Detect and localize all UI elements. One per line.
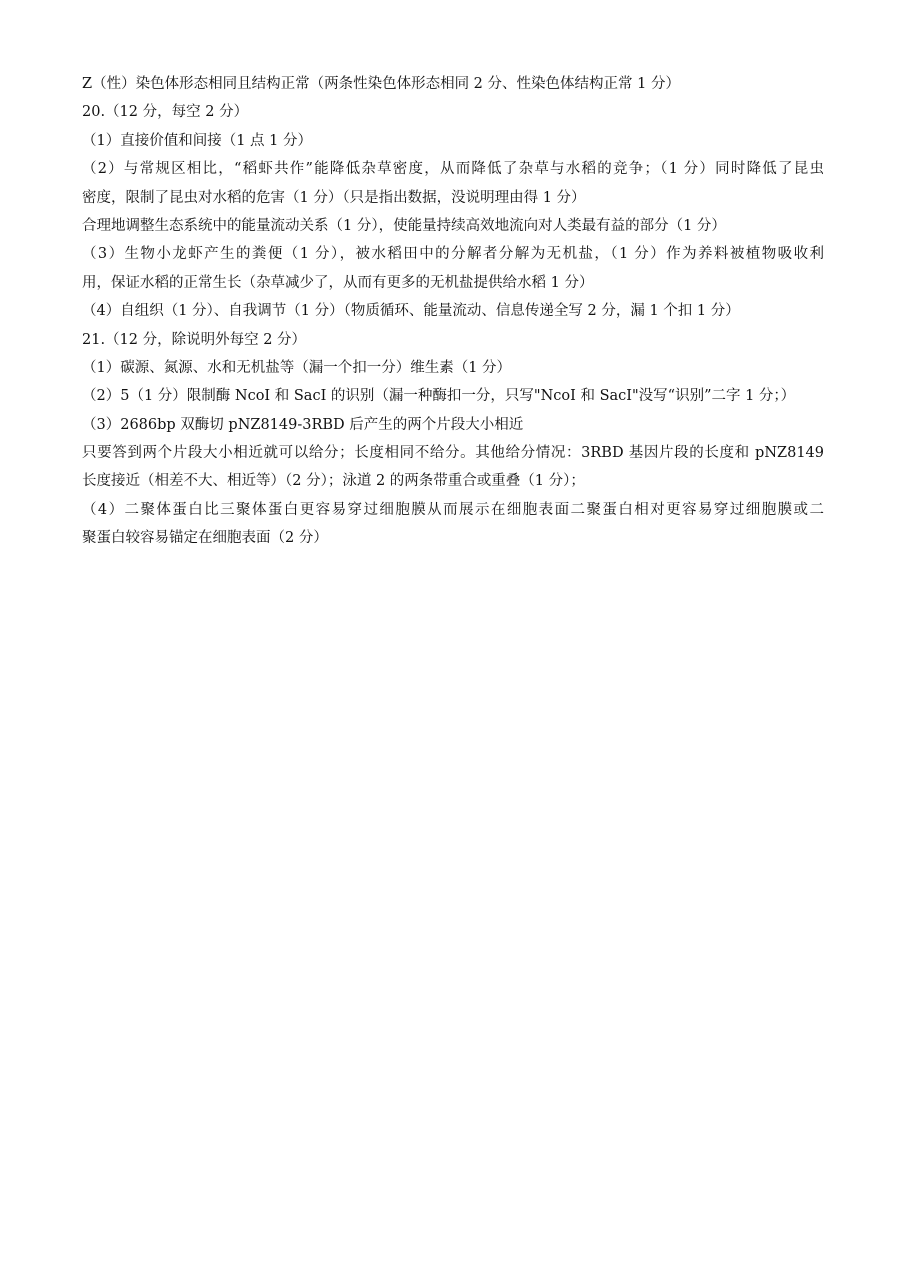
text-line: 聚蛋白较容易锚定在细胞表面（2 分） bbox=[82, 530, 328, 547]
text-line: 只要答到两个片段大小相近就可以给分；长度相同不给分。其他给分情况：3RBD 基因片段的长度和 pNZ8149 bbox=[82, 445, 824, 462]
text-line: （1）碳源、氮源、水和无机盐等（漏一个扣一分）维生素（1 分） bbox=[82, 359, 512, 376]
text-line: （1）直接价值和间接（1 点 1 分） bbox=[82, 132, 313, 149]
text-line: 长度接近（相差不大、相近等）（2 分）；泳道 2 的两条带重合或重叠（1 分）； bbox=[82, 473, 585, 490]
text-line: （4）二聚体蛋白比三聚体蛋白更容易穿过细胞膜从而展示在细胞表面二聚蛋白相对更容易穿过细胞膜或二 bbox=[82, 501, 824, 518]
question-heading-21: 21.（12 分，除说明外每空 2 分） bbox=[82, 331, 307, 348]
text-line: 用，保证水稻的正常生长（杂草减少了，从而有更多的无机盐提供给水稻 1 分） bbox=[82, 274, 594, 291]
answer-text-block bbox=[82, 70, 824, 553]
text-line: （2）5（1 分）限制酶 NcoI 和 SacI 的识别（漏一种酶扣一分，只写"NcoI 和 SacI"没写“识别”二字 1 分；） bbox=[82, 388, 796, 405]
text-line: （3）2686bp 双酶切 pNZ8149-3RBD 后产生的两个片段大小相近 bbox=[82, 416, 524, 433]
text-line: （2）与常规区相比，“稻虾共作”能降低杂草密度，从而降低了杂草与水稻的竞争；（1 分）同时降低了昆虫 bbox=[82, 161, 824, 178]
question-heading-20: 20.（12 分，每空 2 分） bbox=[82, 104, 249, 121]
text-line: （3）生物小龙虾产生的粪便（1 分），被水稻田中的分解者分解为无机盐，（1 分）作为养料被植物吸收利 bbox=[82, 246, 824, 263]
text-line: 密度，限制了昆虫对水稻的危害（1 分）（只是指出数据，没说明理由得 1 分） bbox=[82, 189, 586, 206]
text-line: （4）自组织（1 分）、自我调节（1 分）（物质循环、能量流动、信息传递全写 2 分，漏 1 个扣 1 分） bbox=[82, 303, 740, 320]
text-line: 合理地调整生态系统中的能量流动关系（1 分），使能量持续高效地流向对人类最有益的部分（1 分） bbox=[82, 217, 726, 234]
text-line: Z（性）染色体形态相同且结构正常（两条性染色体形态相同 2 分、性染色体结构正常 1 分） bbox=[82, 76, 680, 92]
